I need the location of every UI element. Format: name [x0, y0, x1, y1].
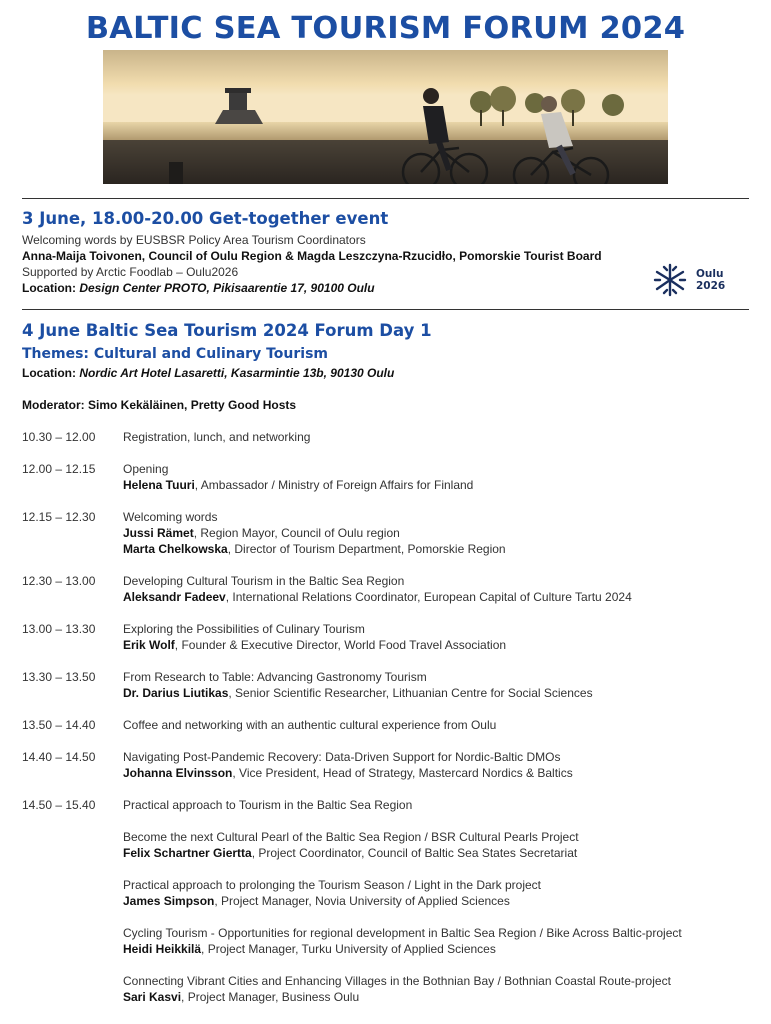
hero-image-cyclists — [103, 50, 668, 184]
get-together-location — [22, 281, 375, 295]
location-label: Location: — [22, 366, 76, 380]
schedule-time: 13.30 – 13.50 — [22, 670, 96, 684]
get-together-heading: 3 June, 18.00-20.00 Get-together event — [22, 209, 389, 228]
schedule-title: Practical approach to Tourism in the Baltic Sea Region — [123, 798, 413, 812]
schedule-speaker: Erik Wolf, Founder & Executive Director, World Food Travel Association — [123, 638, 507, 652]
schedule-speaker: Dr. Darius Liutikas, Senior Scientific Researcher, Lithuanian Centre for Social Sciences — [123, 686, 593, 700]
schedule-title: Welcoming words — [123, 510, 218, 524]
schedule-speaker: Helena Tuuri, Ambassador / Ministry of Foreign Affairs for Finland — [123, 478, 474, 492]
location-value: Nordic Art Hotel Lasaretti, Kasarmintie 13b, 90130 Oulu — [79, 366, 395, 380]
schedule-time: 12.30 – 13.00 — [22, 574, 96, 588]
schedule-time: 14.50 – 15.40 — [22, 798, 96, 812]
day1-themes: Themes: Cultural and Culinary Tourism — [22, 346, 328, 362]
schedule-title: Opening — [123, 462, 169, 476]
location-label: Location: — [22, 281, 76, 295]
schedule-time: 12.00 – 12.15 — [22, 462, 96, 476]
schedule-speaker: Aleksandr Fadeev, International Relations Coordinator, European Capital of Culture Tartu 2024 — [123, 590, 632, 604]
schedule-speaker: Jussi Rämet, Region Mayor, Council of Oulu region — [123, 526, 400, 540]
get-together-welcome: Welcoming words by EUSBSR Policy Area Tourism Coordinators — [22, 233, 366, 247]
schedule-time: 13.00 – 13.30 — [22, 622, 96, 636]
logo-line-1: Oulu — [696, 268, 724, 280]
talk-title: Practical approach to prolonging the Tourism Season / Light in the Dark project — [123, 878, 542, 892]
oulu-2026-logo — [652, 262, 732, 300]
page-title: BALTIC SEA TOURISM FORUM 2024 — [85, 11, 686, 46]
get-together-speakers: Anna-Maija Toivonen, Council of Oulu Region & Magda Leszczyna-Rzucidło, Pomorskie Tourist Board — [22, 249, 602, 263]
talk-title: Connecting Vibrant Cities and Enhancing Villages in the Bothnian Bay / Bothnian Coastal Route-project — [123, 974, 671, 988]
moderator: Moderator: Simo Kekäläinen, Pretty Good Hosts — [22, 398, 297, 412]
day1-heading: 4 June Baltic Sea Tourism 2024 Forum Day 1 — [22, 321, 432, 340]
talk-title: Become the next Cultural Pearl of the Baltic Sea Region / BSR Cultural Pearls Project — [123, 830, 579, 844]
logo-line-2: 2026 — [696, 280, 726, 292]
schedule-time: 10.30 – 12.00 — [22, 430, 96, 444]
schedule-time: 13.50 – 14.40 — [22, 718, 96, 732]
schedule-title: From Research to Table: Advancing Gastronomy Tourism — [123, 670, 427, 684]
schedule-title: Exploring the Possibilities of Culinary Tourism — [123, 622, 365, 636]
location-value: Design Center PROTO, Pikisaarentie 17, 90100 Oulu — [79, 281, 375, 295]
schedule-title: Registration, lunch, and networking — [123, 430, 311, 444]
schedule-time: 12.15 – 12.30 — [22, 510, 96, 524]
get-together-support: Supported by Arctic Foodlab – Oulu2026 — [22, 265, 239, 279]
day1-location — [22, 366, 394, 380]
divider — [22, 309, 749, 310]
talk-title: Cycling Tourism - Opportunities for regional development in Baltic Sea Region / Bike Across Baltic-project — [123, 926, 682, 940]
divider — [22, 198, 749, 199]
schedule-title: Coffee and networking with an authentic cultural experience from Oulu — [123, 718, 497, 732]
schedule-title: Developing Cultural Tourism in the Baltic Sea Region — [123, 574, 405, 588]
schedule-speaker: Marta Chelkowska, Director of Tourism Department, Pomorskie Region — [123, 542, 506, 556]
talk-speaker: Heidi Heikkilä, Project Manager, Turku University of Applied Sciences — [123, 942, 496, 956]
schedule-speaker: Johanna Elvinsson, Vice President, Head of Strategy, Mastercard Nordics & Baltics — [123, 766, 573, 780]
talk-speaker: Sari Kasvi, Project Manager, Business Oulu — [123, 990, 360, 1004]
snowflake-icon — [652, 262, 688, 298]
talk-speaker: James Simpson, Project Manager, Novia University of Applied Sciences — [123, 894, 510, 908]
talk-speaker: Felix Schartner Giertta, Project Coordinator, Council of Baltic Sea States Secretariat — [123, 846, 578, 860]
schedule-time: 14.40 – 14.50 — [22, 750, 96, 764]
schedule-title: Navigating Post-Pandemic Recovery: Data-Driven Support for Nordic-Baltic DMOs — [123, 750, 561, 764]
